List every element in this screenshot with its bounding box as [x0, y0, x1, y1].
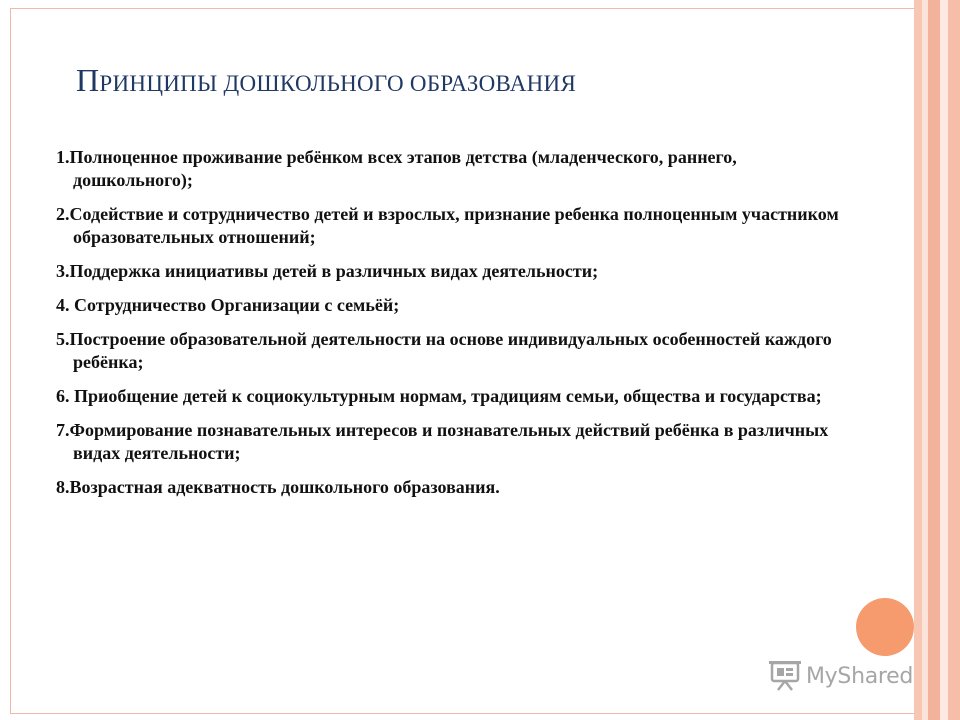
principle-item: 2.Содействие и сотрудничество детей и взрослых, признание ребенка полноценным участником образовательных отношений;	[56, 204, 839, 247]
watermark-text: MyShared	[806, 663, 914, 689]
principle-item: 8.Возрастная адекватность дошкольного образования.	[56, 477, 500, 497]
stripe	[948, 0, 960, 720]
title-rest: РИНЦИПЫ ДОШКОЛЬНОГО ОБРАЗОВАНИЯ	[99, 71, 577, 96]
principle-item: 6. Приобщение детей к социокультурным нормам, традициям семьи, общества и государства;	[56, 386, 822, 406]
title-initial: П	[76, 62, 100, 98]
principle-item: 1.Полноценное проживание ребёнком всех этапов детства (младенческого, раннего, дошкольного);	[56, 147, 737, 190]
presentation-board-icon	[768, 659, 802, 693]
stripe	[940, 0, 948, 720]
stripe	[914, 0, 922, 720]
stripe	[928, 0, 940, 720]
decorative-stripes	[914, 0, 960, 720]
principle-item: 3.Поддержка инициативы детей в различных видах деятельности;	[56, 261, 599, 281]
accent-circle	[856, 598, 914, 656]
watermark-logo	[768, 656, 913, 696]
principle-item: 5.Построение образовательной деятельности на основе индивидуальных особенностей каждого ребёнка;	[56, 329, 832, 372]
principle-item: 4. Сотрудничество Организации с семьёй;	[56, 295, 400, 315]
slide-title	[76, 62, 576, 99]
principles-list	[56, 146, 846, 510]
principle-item: 7.Формирование познавательных интересов и познавательных действий ребёнка в различных видах деятельности;	[56, 420, 829, 463]
